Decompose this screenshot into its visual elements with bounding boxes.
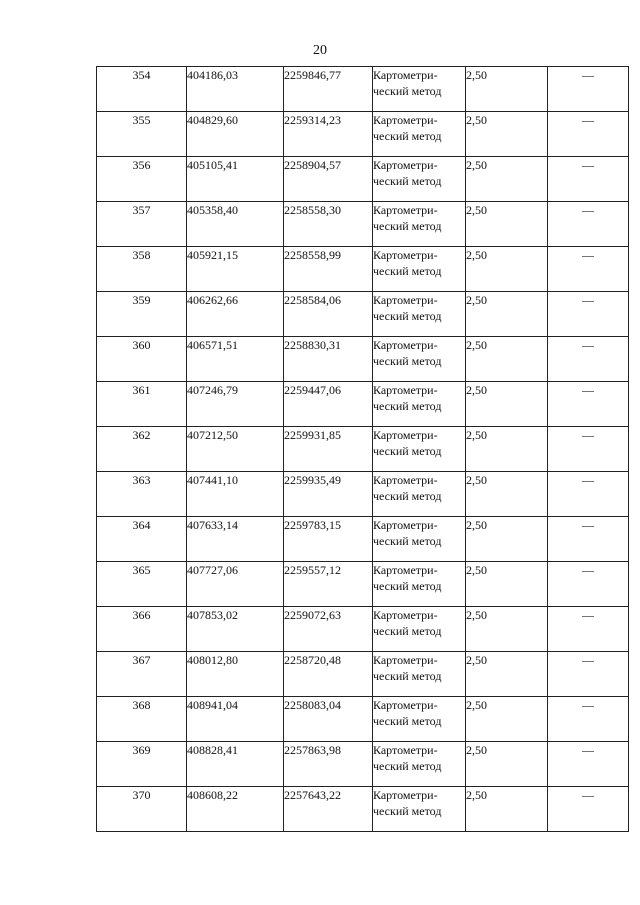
method-cell [373, 742, 466, 787]
point-number-cell: 354 [97, 67, 187, 112]
accuracy-cell: 2,50 [466, 427, 548, 472]
method-line-2: ческий метод [373, 759, 442, 773]
method-line-2: ческий метод [373, 714, 442, 728]
x-coordinate-cell: 406262,66 [187, 292, 284, 337]
description-cell: — [548, 697, 629, 742]
x-coordinate-cell: 407727,06 [187, 562, 284, 607]
method-line-1: Картометри- [373, 158, 438, 172]
method-line-1: Картометри- [373, 788, 438, 802]
method-cell [373, 697, 466, 742]
description-cell: — [548, 292, 629, 337]
table-row [97, 202, 629, 247]
method-cell [373, 787, 466, 832]
method-line-1: Картометри- [373, 563, 438, 577]
method-cell [373, 292, 466, 337]
point-number-cell: 357 [97, 202, 187, 247]
method-cell [373, 247, 466, 292]
x-coordinate-cell: 404186,03 [187, 67, 284, 112]
y-coordinate-cell: 2259783,15 [284, 517, 373, 562]
point-number-cell: 362 [97, 427, 187, 472]
table-row [97, 742, 629, 787]
point-number-cell: 367 [97, 652, 187, 697]
x-coordinate-cell: 407633,14 [187, 517, 284, 562]
y-coordinate-cell: 2259846,77 [284, 67, 373, 112]
accuracy-cell: 2,50 [466, 382, 548, 427]
x-coordinate-cell: 405921,15 [187, 247, 284, 292]
method-cell [373, 652, 466, 697]
method-line-2: ческий метод [373, 309, 442, 323]
x-coordinate-cell: 408828,41 [187, 742, 284, 787]
description-cell: — [548, 337, 629, 382]
x-coordinate-cell: 405105,41 [187, 157, 284, 202]
y-coordinate-cell: 2258904,57 [284, 157, 373, 202]
method-line-2: ческий метод [373, 84, 442, 98]
point-number-cell: 355 [97, 112, 187, 157]
method-line-1: Картометри- [373, 518, 438, 532]
y-coordinate-cell: 2258083,04 [284, 697, 373, 742]
method-cell [373, 472, 466, 517]
description-cell: — [548, 112, 629, 157]
accuracy-cell: 2,50 [466, 472, 548, 517]
y-coordinate-cell: 2258558,30 [284, 202, 373, 247]
point-number-cell: 363 [97, 472, 187, 517]
method-line-2: ческий метод [373, 129, 442, 143]
x-coordinate-cell: 406571,51 [187, 337, 284, 382]
description-cell: — [548, 607, 629, 652]
method-line-1: Картометри- [373, 293, 438, 307]
method-cell [373, 562, 466, 607]
method-line-2: ческий метод [373, 669, 442, 683]
point-number-cell: 366 [97, 607, 187, 652]
description-cell: — [548, 427, 629, 472]
method-line-1: Картометри- [373, 698, 438, 712]
y-coordinate-cell: 2259935,49 [284, 472, 373, 517]
description-cell: — [548, 202, 629, 247]
method-cell [373, 337, 466, 382]
y-coordinate-cell: 2258558,99 [284, 247, 373, 292]
accuracy-cell: 2,50 [466, 652, 548, 697]
method-cell [373, 517, 466, 562]
y-coordinate-cell: 2258584,06 [284, 292, 373, 337]
description-cell: — [548, 517, 629, 562]
point-number-cell: 356 [97, 157, 187, 202]
description-cell: — [548, 652, 629, 697]
table-row [97, 337, 629, 382]
method-line-2: ческий метод [373, 174, 442, 188]
method-line-2: ческий метод [373, 354, 442, 368]
table-row [97, 67, 629, 112]
description-cell: — [548, 247, 629, 292]
x-coordinate-cell: 407441,10 [187, 472, 284, 517]
accuracy-cell: 2,50 [466, 157, 548, 202]
point-number-cell: 364 [97, 517, 187, 562]
y-coordinate-cell: 2259314,23 [284, 112, 373, 157]
table-row [97, 247, 629, 292]
table-row [97, 157, 629, 202]
method-cell [373, 427, 466, 472]
method-line-2: ческий метод [373, 534, 442, 548]
y-coordinate-cell: 2259447,06 [284, 382, 373, 427]
point-number-cell: 370 [97, 787, 187, 832]
method-line-1: Картометри- [373, 203, 438, 217]
method-line-1: Картометри- [373, 248, 438, 262]
method-cell [373, 112, 466, 157]
y-coordinate-cell: 2258720,48 [284, 652, 373, 697]
y-coordinate-cell: 2259557,12 [284, 562, 373, 607]
x-coordinate-cell: 407212,50 [187, 427, 284, 472]
accuracy-cell: 2,50 [466, 67, 548, 112]
method-line-1: Картометри- [373, 68, 438, 82]
point-number-cell: 365 [97, 562, 187, 607]
method-cell [373, 607, 466, 652]
method-line-1: Картометри- [373, 743, 438, 757]
description-cell: — [548, 562, 629, 607]
method-line-2: ческий метод [373, 399, 442, 413]
method-line-1: Картометри- [373, 383, 438, 397]
accuracy-cell: 2,50 [466, 787, 548, 832]
table-row [97, 472, 629, 517]
accuracy-cell: 2,50 [466, 292, 548, 337]
accuracy-cell: 2,50 [466, 607, 548, 652]
method-line-1: Картометри- [373, 113, 438, 127]
table-row [97, 652, 629, 697]
point-number-cell: 360 [97, 337, 187, 382]
x-coordinate-cell: 404829,60 [187, 112, 284, 157]
y-coordinate-cell: 2257643,22 [284, 787, 373, 832]
table-row [97, 607, 629, 652]
method-line-2: ческий метод [373, 489, 442, 503]
accuracy-cell: 2,50 [466, 337, 548, 382]
x-coordinate-cell: 405358,40 [187, 202, 284, 247]
method-line-2: ческий метод [373, 264, 442, 278]
method-line-2: ческий метод [373, 219, 442, 233]
method-line-1: Картометри- [373, 653, 438, 667]
coordinates-table [96, 66, 629, 832]
point-number-cell: 369 [97, 742, 187, 787]
method-line-1: Картометри- [373, 428, 438, 442]
y-coordinate-cell: 2257863,98 [284, 742, 373, 787]
method-cell [373, 67, 466, 112]
table-row [97, 292, 629, 337]
description-cell: — [548, 67, 629, 112]
method-line-2: ческий метод [373, 624, 442, 638]
table-row [97, 112, 629, 157]
point-number-cell: 359 [97, 292, 187, 337]
method-line-2: ческий метод [373, 444, 442, 458]
accuracy-cell: 2,50 [466, 562, 548, 607]
description-cell: — [548, 742, 629, 787]
y-coordinate-cell: 2259931,85 [284, 427, 373, 472]
method-cell [373, 382, 466, 427]
table-row [97, 562, 629, 607]
table-row [97, 787, 629, 832]
x-coordinate-cell: 408012,80 [187, 652, 284, 697]
point-number-cell: 361 [97, 382, 187, 427]
method-cell [373, 202, 466, 247]
point-number-cell: 368 [97, 697, 187, 742]
table-row [97, 427, 629, 472]
method-line-2: ческий метод [373, 804, 442, 818]
description-cell: — [548, 787, 629, 832]
page-number: 20 [313, 43, 327, 58]
point-number-cell: 358 [97, 247, 187, 292]
accuracy-cell: 2,50 [466, 742, 548, 787]
x-coordinate-cell: 407246,79 [187, 382, 284, 427]
table-row [97, 382, 629, 427]
x-coordinate-cell: 407853,02 [187, 607, 284, 652]
accuracy-cell: 2,50 [466, 247, 548, 292]
x-coordinate-cell: 408608,22 [187, 787, 284, 832]
x-coordinate-cell: 408941,04 [187, 697, 284, 742]
method-line-1: Картометри- [373, 338, 438, 352]
table-row [97, 517, 629, 562]
table-body [97, 67, 629, 832]
accuracy-cell: 2,50 [466, 112, 548, 157]
method-line-1: Картометри- [373, 608, 438, 622]
y-coordinate-cell: 2258830,31 [284, 337, 373, 382]
y-coordinate-cell: 2259072,63 [284, 607, 373, 652]
description-cell: — [548, 157, 629, 202]
table-row [97, 697, 629, 742]
accuracy-cell: 2,50 [466, 697, 548, 742]
method-line-1: Картометри- [373, 473, 438, 487]
method-cell [373, 157, 466, 202]
accuracy-cell: 2,50 [466, 202, 548, 247]
description-cell: — [548, 382, 629, 427]
accuracy-cell: 2,50 [466, 517, 548, 562]
description-cell: — [548, 472, 629, 517]
method-line-2: ческий метод [373, 579, 442, 593]
